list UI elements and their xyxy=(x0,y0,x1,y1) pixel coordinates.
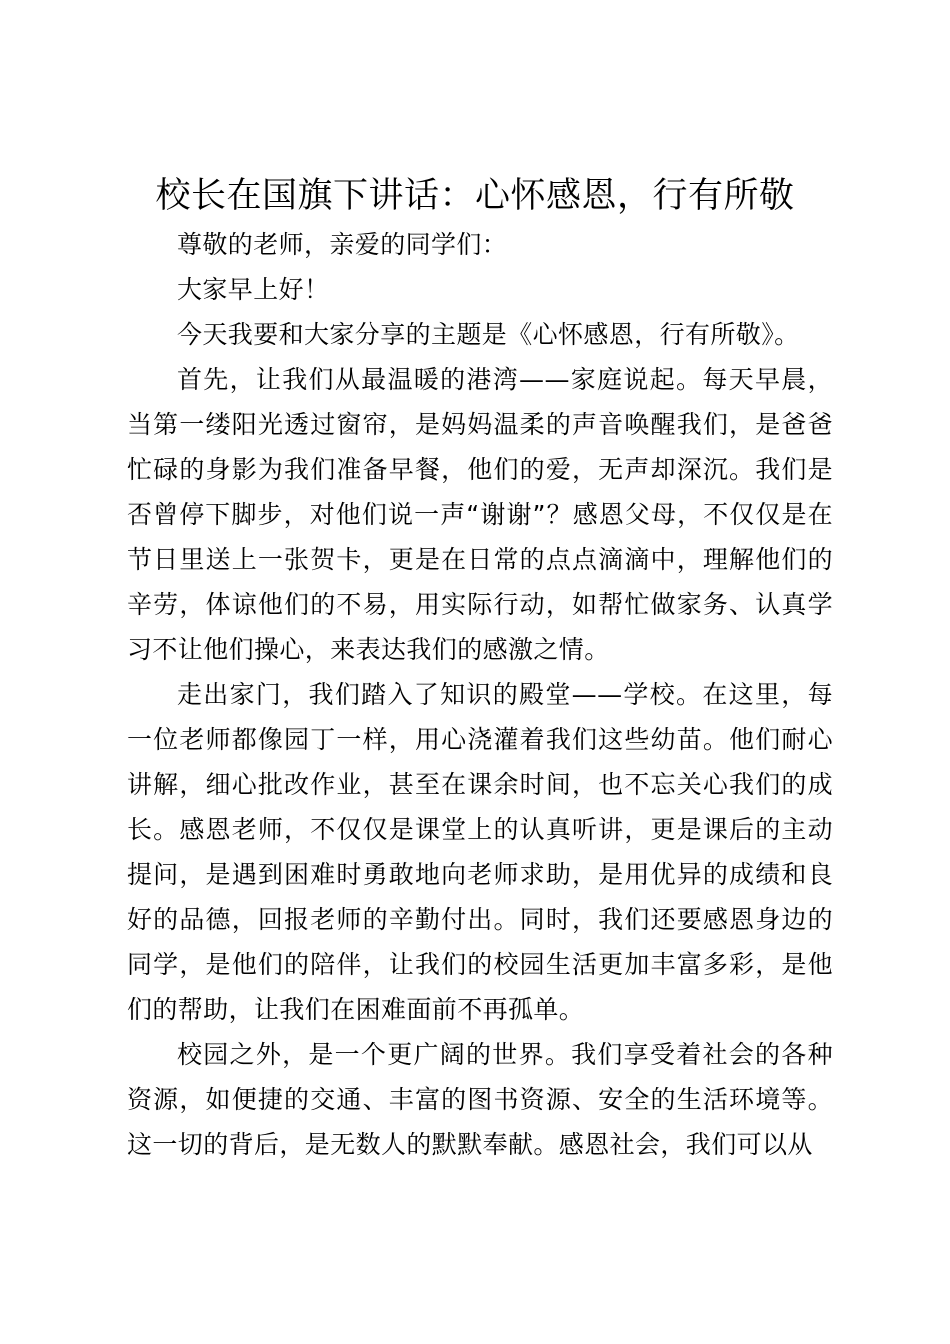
paragraph-topic: 今天我要和大家分享的主题是《心怀感恩，行有所敬》。 xyxy=(177,320,800,349)
document-title: 校长在国旗下讲话：心怀感恩，行有所敬 xyxy=(155,176,795,216)
document-body xyxy=(127,222,833,1167)
paragraph-greeting: 大家早上好！ xyxy=(177,275,330,304)
paragraph-family: 首先，让我们从最温暖的港湾——家庭说起。每天早晨，当第一缕阳光透过窗帘，是妈妈温柔的声音唤醒我们，是爸爸忙碌的身影为我们准备早餐，他们的爱，无声却深沉。我们是否曾停下脚步，对他们说一声“谢谢”？感恩父母，不仅仅是在节日里送上一张贺卡，更是在日常的点点滴滴中，理解他们的辛劳，体谅他们的不易，用实际行动，如帮忙做家务、认真学习不让他们操心，来表达我们的感激之情。 xyxy=(127,365,833,664)
paragraph-school: 走出家门，我们踏入了知识的殿堂——学校。在这里，每一位老师都像园丁一样，用心浇灌着我们这些幼苗。他们耐心讲解，细心批改作业，甚至在课余时间，也不忘关心我们的成长。感恩老师，不仅仅是课堂上的认真听讲，更是课后的主动提问，是遇到困难时勇敢地向老师求助，是用优异的成绩和良好的品德，回报老师的辛勤付出。同时，我们还要感恩身边的同学，是他们的陪伴，让我们的校园生活更加丰富多彩，是他们的帮助，让我们在困难面前不再孤单。 xyxy=(127,680,833,1024)
paragraph-salutation: 尊敬的老师，亲爱的同学们： xyxy=(177,230,508,259)
paragraph-society: 校园之外，是一个更广阔的世界。我们享受着社会的各种资源，如便捷的交通、丰富的图书资源、安全的生活环境等。这一切的背后，是无数人的默默奉献。感恩社会，我们可以从 xyxy=(127,1040,833,1159)
